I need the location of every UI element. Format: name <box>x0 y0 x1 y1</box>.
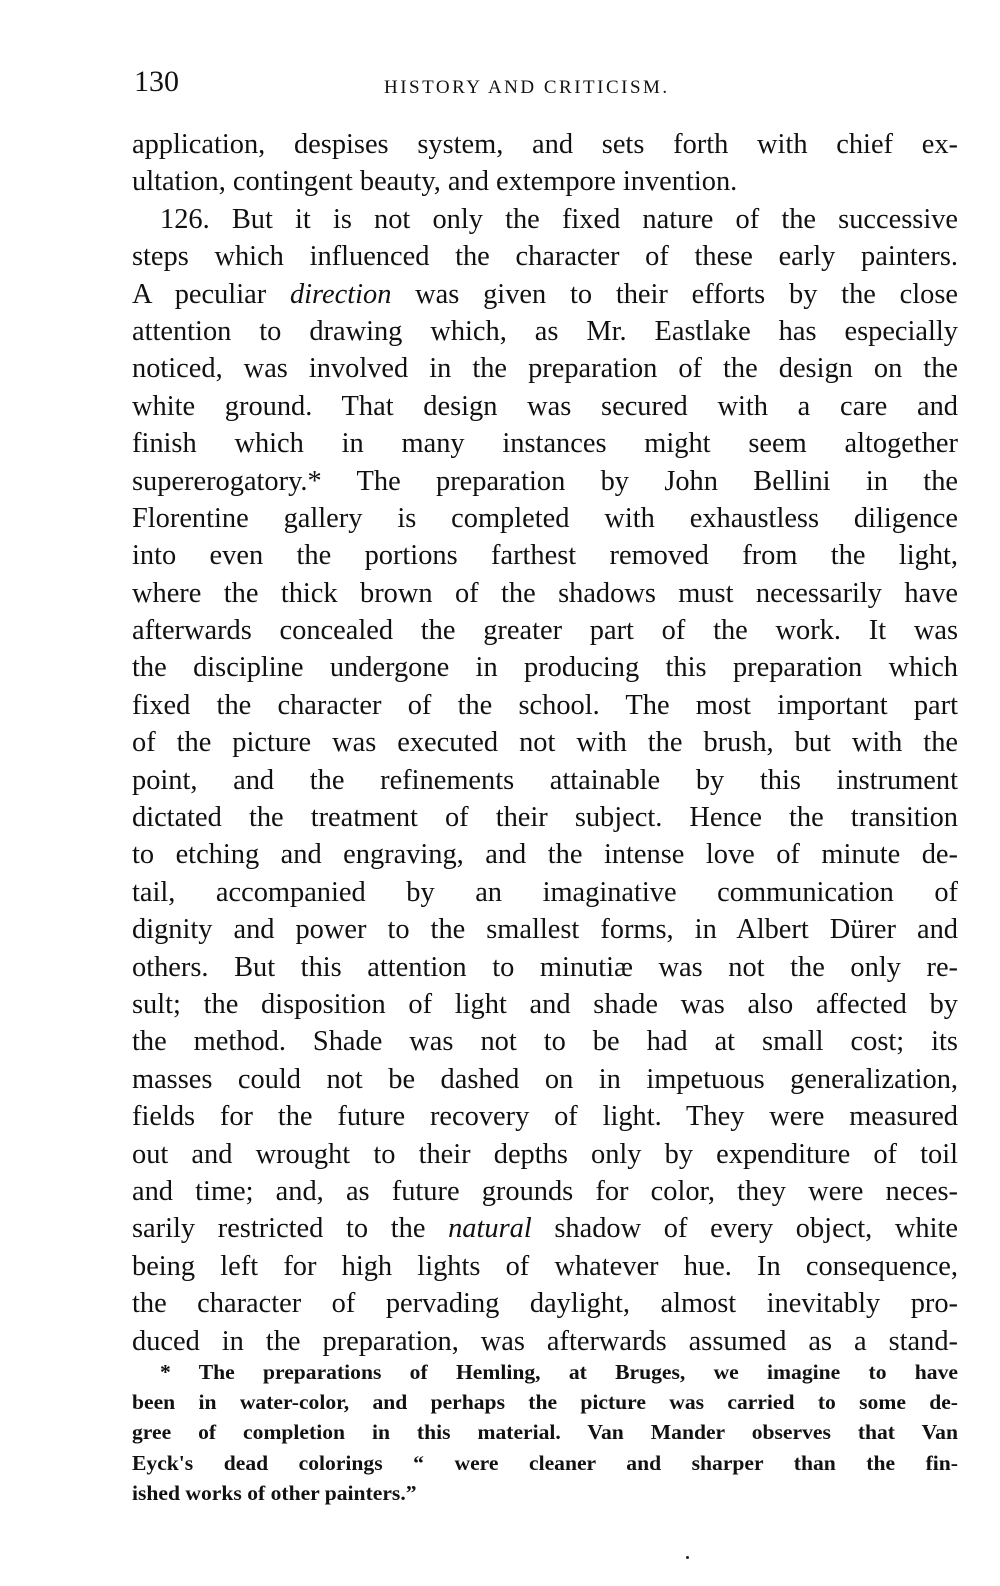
footnote-line: been in water-color, and perhaps the picture was carried to some de- <box>132 1390 958 1415</box>
body-line: and time; and, as future grounds for color, they were neces- <box>132 1175 958 1207</box>
body-line: point, and the refinements attainable by this instrument <box>132 764 958 796</box>
body-line: attention to drawing which, as Mr. Eastlake has especially <box>132 315 958 347</box>
footnote-line: gree of completion in this material. Van Mander observes that Van <box>132 1420 958 1445</box>
body-line: noticed, was involved in the preparation of the design on the <box>132 353 958 385</box>
body-line: to etching and engraving, and the intense love of minute de- <box>132 839 958 871</box>
footnote-line: * The preparations of Hemling, at Bruges, we imagine to have <box>160 1360 958 1384</box>
body-line: out and wrought to their depths only by expenditure of toil <box>132 1138 958 1170</box>
body-line: fixed the character of the school. The most important part <box>132 689 958 721</box>
body-line: 126. But it is not only the fixed nature of the successive <box>160 203 958 235</box>
body-line: of the picture was executed not with the brush, but with the <box>132 727 958 759</box>
running-head: HISTORY AND CRITICISM. <box>384 77 670 98</box>
body-line: supererogatory.* The preparation by John Bellini in the <box>132 465 958 497</box>
body-line: application, despises system, and sets forth with chief ex- <box>132 129 958 160</box>
body-line: finish which in many instances might seem altogether <box>132 428 958 460</box>
italic-word: direction <box>289 278 392 310</box>
body-line: the method. Shade was not to be had at small cost; its <box>132 1026 958 1058</box>
body-line: the discipline undergone in producing this preparation which <box>132 652 958 684</box>
body-line: into even the portions farthest removed from the light, <box>132 540 958 572</box>
body-text <box>132 126 958 1360</box>
page-header <box>134 62 958 102</box>
body-line: the character of pervading daylight, almost inevitably pro- <box>132 1288 958 1320</box>
body-line: being left for high lights of whatever hue. In consequence, <box>132 1250 958 1282</box>
body-line: ultation, contingent beauty, and extempore invention. <box>132 166 738 198</box>
body-line: duced in the preparation, was afterwards assumed as a stand- <box>132 1325 958 1357</box>
body-line: A peculiar direction was given to their efforts by the close <box>132 278 958 310</box>
footnote-line: ished works of other painters.” <box>132 1480 417 1505</box>
body-line: where the thick brown of the shadows must necessarily have <box>132 577 958 609</box>
body-line: Florentine gallery is completed with exhaustless diligence <box>132 502 958 534</box>
body-line: steps which influenced the character of these early painters. <box>132 241 958 273</box>
body-line: others. But this attention to minutiæ was not the only re- <box>132 951 958 983</box>
footnote-line: Eyck's dead colorings “ were cleaner and sharper than the fin- <box>132 1450 958 1475</box>
footnote <box>132 1357 958 1508</box>
page-number: 130 <box>134 65 179 98</box>
body-line: masses could not be dashed on in impetuous generalization, <box>132 1063 958 1095</box>
body-line: tail, accompanied by an imaginative communication of <box>132 876 958 908</box>
print-speck <box>686 1556 689 1559</box>
body-line: fields for the future recovery of light. They were measured <box>132 1101 958 1133</box>
body-line: afterwards concealed the greater part of the work. It was <box>132 615 958 647</box>
body-line: dignity and power to the smallest forms, in Albert Dürer and <box>132 914 958 946</box>
body-line: sarily restricted to the natural shadow of every object, white <box>132 1213 958 1245</box>
body-line: dictated the treatment of their subject. Hence the transition <box>132 802 958 834</box>
italic-word: natural <box>448 1213 532 1245</box>
body-line: white ground. That design was secured with a care and <box>132 390 958 422</box>
body-line: sult; the disposition of light and shade was also affected by <box>132 988 958 1020</box>
